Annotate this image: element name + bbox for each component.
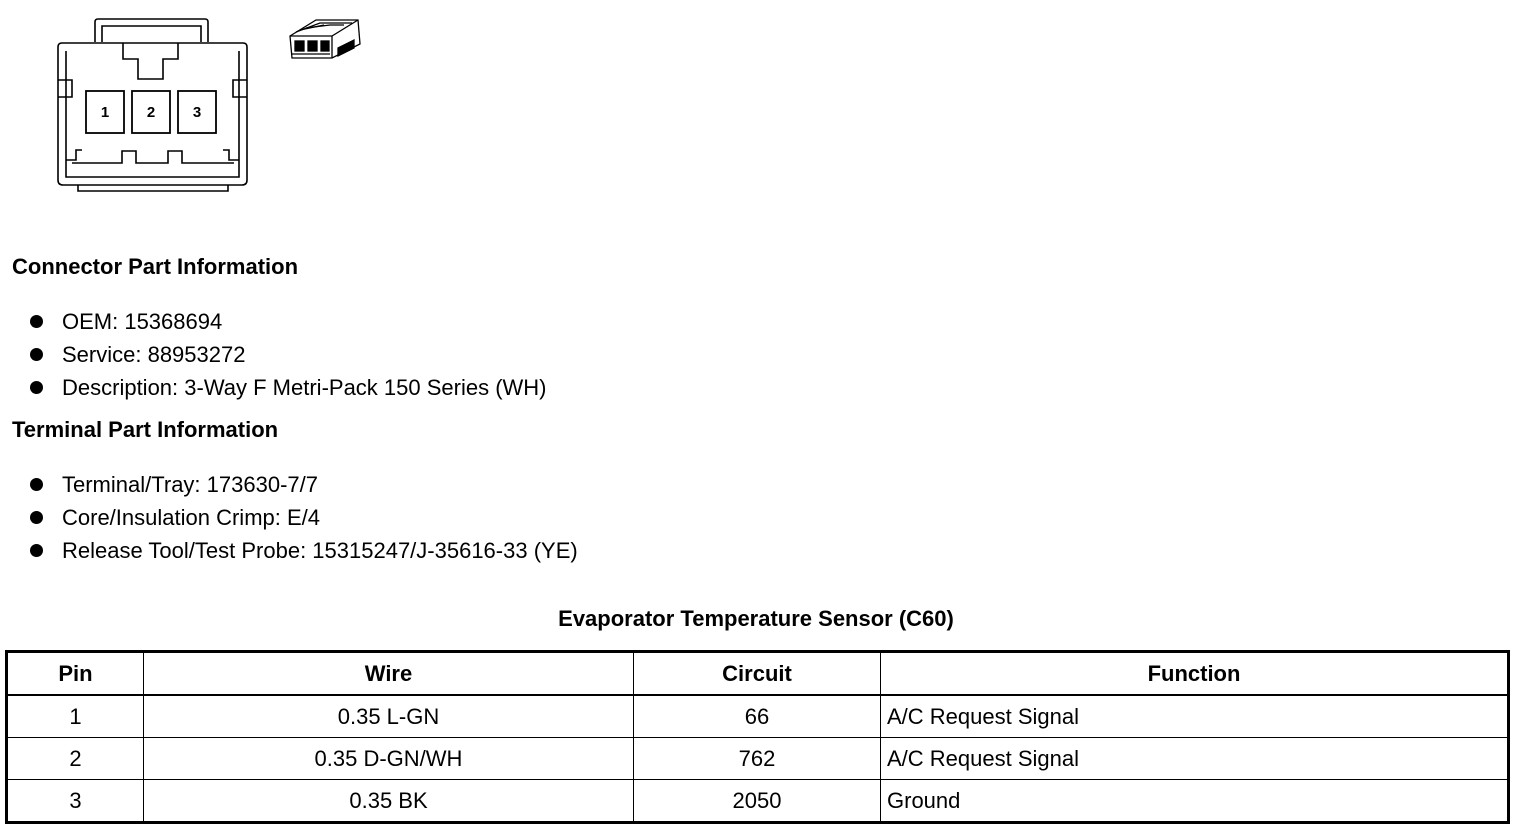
- connector-3d-thumbnail: [286, 14, 364, 60]
- wire-cell: 0.35 L-GN: [144, 695, 634, 738]
- bullet-icon: [30, 511, 43, 524]
- terminal-part-info-list: [30, 468, 578, 567]
- wire-cell: 0.35 BK: [144, 780, 634, 823]
- bullet-icon: [30, 315, 43, 328]
- pin-label-3: 3: [192, 104, 202, 121]
- connector-face-diagram: [50, 15, 255, 193]
- circuit-cell: 762: [634, 738, 881, 780]
- bullet-icon: [30, 544, 43, 557]
- list-item: Description: 3-Way F Metri-Pack 150 Series (WH): [30, 371, 547, 404]
- wire-cell: 0.35 D-GN/WH: [144, 738, 634, 780]
- bullet-icon: [30, 478, 43, 491]
- bullet-icon: [30, 381, 43, 394]
- connector-part-info-heading: Connector Part Information: [12, 254, 299, 279]
- pin-label-1: 1: [100, 104, 110, 121]
- function-cell: Ground: [881, 780, 1509, 823]
- bullet-icon: [30, 348, 43, 361]
- circuit-cell: 66: [634, 695, 881, 738]
- connector-part-info-list: [30, 305, 547, 404]
- list-item: Release Tool/Test Probe: 15315247/J-35616-33 (YE): [30, 534, 578, 567]
- pin-cell: 3: [7, 780, 144, 823]
- table-header-row: [7, 652, 1509, 696]
- pin-cell: 2: [7, 738, 144, 780]
- pin-cell: 1: [7, 695, 144, 738]
- list-item: Terminal/Tray: 173630-7/7: [30, 468, 578, 501]
- terminal-part-info-heading: Terminal Part Information: [12, 417, 279, 442]
- list-item: Core/Insulation Crimp: E/4: [30, 501, 578, 534]
- pin-label-2: 2: [146, 104, 156, 121]
- column-header-wire: Wire: [144, 652, 634, 696]
- pinout-table: [5, 650, 1510, 824]
- circuit-cell: 2050: [634, 780, 881, 823]
- table-row: [7, 695, 1509, 738]
- column-header-pin: Pin: [7, 652, 144, 696]
- table-row: [7, 780, 1509, 823]
- column-header-function: Function: [881, 652, 1509, 696]
- table-title: Evaporator Temperature Sensor (C60): [558, 606, 954, 631]
- function-cell: A/C Request Signal: [881, 738, 1509, 780]
- list-item: Service: 88953272: [30, 338, 547, 371]
- table-row: [7, 738, 1509, 780]
- function-cell: A/C Request Signal: [881, 695, 1509, 738]
- column-header-circuit: Circuit: [634, 652, 881, 696]
- list-item: OEM: 15368694: [30, 305, 547, 338]
